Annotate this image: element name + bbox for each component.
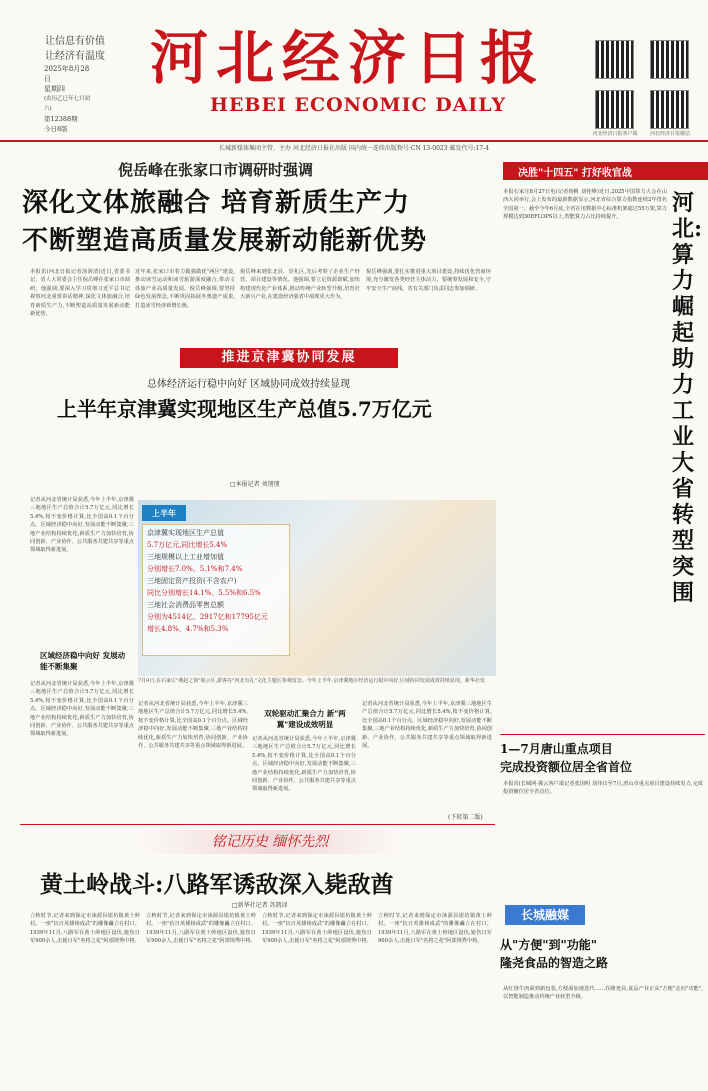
newspaper-title: 河北经济日报 (150, 24, 547, 92)
lead-column-2: 近年来,张家口市着力做强做优"两区"建设,推动冰雪运动和冰雪旅游深度融合,带动文体旅产业高质量发展。倪岳峰强调,要坚持绿色发展理念,不断巩固拓展冬奥遗产成果,打造冰雪经济新增长极。 (135, 269, 235, 309)
stat-line: 三地规模以上工业增加值 (147, 553, 224, 561)
qr-code-wechat[interactable] (650, 40, 689, 79)
newspaper-title-en: HEBEI ECONOMIC DAILY (210, 94, 507, 116)
jjj-subhead-1: 区域经济稳中向好 发展动能不断集聚 (40, 651, 126, 671)
date-block (44, 64, 96, 132)
masthead-slogan (45, 34, 105, 64)
bottom-right-body: 从红烧牛肉面到新包装,方便面加速迭代……在隆尧县,食品产业正从"方便"走向"功能",以智能制造推动传统产业转型升级。 (503, 986, 703, 1001)
lead-headline-1[interactable]: 深化文体旅融合 培育新质生产力 (22, 188, 411, 218)
bottom-byline: □新华社记者 苏凯译 (232, 902, 288, 909)
stat-line: 分别为4514亿、2917亿和17795亿元 (147, 613, 268, 621)
jjj-body-5: 记者从河北省统计局获悉,今年上半年,京津冀三地地区生产总值合计5.7万亿元,同比增长5.4%,按不变价格计算,比全国高0.1个百分点。区域经济稳中向好,发展动能不断集聚,三地产业结构持续优化,新质生产力加快培育,协同创新、产业协作、公共服务共建共享等重点领域取得新进展。 (362, 701, 492, 750)
stat-line: 三地社会消费品零售总额 (147, 601, 224, 609)
right-divider (500, 734, 705, 735)
lead-headline-2[interactable]: 不断塑造高质量发展新动能新优势 (22, 226, 428, 256)
slogan-line-2: 让经济有温度 (45, 51, 105, 62)
stats-panel-label: 上半年 (142, 505, 186, 521)
lead-column-1: 本报讯(河北日报记者汤润清)近日,省委书记、省人大常委会主任倪岳峰在张家口市调研。他强调,要深入学习贯彻习近平总书记视察河北重要讲话精神,深化文体旅融合,培育新质生产力,不断塑造高质量发展新动能新优势。 (30, 269, 130, 318)
bottom-body-3: 立秋时节,记者来到保定市涞源县银坊镇黄土岭村。一座"抗日英雄杨成武"的雕像矗立在村口。1939年11月,八路军在黄土岭地区设伏,毙伤日军900余人,击毙日军"名将之花"阿部规秀中将。 (262, 913, 372, 945)
qr-label-app: 河北经济日报客户端 (592, 131, 638, 137)
right-section-label: 决胜"十四五" 打好收官战 (518, 168, 632, 179)
slogan-line-1: 让信息有价值 (45, 36, 105, 47)
jjj-body-2: 记者从河北省统计局获悉,今年上半年,京津冀三地地区生产总值合计5.7万亿元,同比增长5.4%,按不变价格计算,比全国高0.1个百分点。区域经济稳中向好,发展动能不断集聚,三地产业结构持续优化,新质生产力加快培育,协同创新、产业协作、公共服务共建共享等重点领域取得新进展。 (30, 681, 134, 738)
publication-info-bar: 长城新媒体集团主管、主办 河北经济日报社出版 国内统一连续出版物号:CN 13-0023 邮发代号:17-4 (0, 140, 708, 156)
bottom-body-2: 立秋时节,记者来到保定市涞源县银坊镇黄土岭村。一座"抗日英雄杨成武"的雕像矗立在村口。1939年11月,八路军在黄土岭地区设伏,毙伤日军900余人,击毙日军"名将之花"阿部规秀中将。 (146, 913, 256, 945)
stat-line: 京津冀实现地区生产总值 (147, 529, 224, 537)
bottom-divider (20, 824, 495, 825)
jjj-subhead-2: 双轮驱动汇聚合力 新"两翼"建设成效明显 (264, 709, 346, 729)
brand-badge: 长城融媒 (505, 905, 585, 925)
bottom-headline[interactable]: 黄土岭战斗:八路军诱敌深入毙敌酋 (40, 871, 394, 898)
jjj-continued: (下转第二版) (448, 814, 483, 821)
right-body-2: 本报讯(长城网·冀云客户端记者张国明 刘伟)1至7月,唐山市重点项目建设持续发力,完成投资额位居全省首位。 (503, 781, 703, 796)
qr-code-app-2[interactable] (595, 90, 634, 129)
jjj-body-3: 记者从河北省统计局获悉,今年上半年,京津冀三地地区生产总值合计5.7万亿元,同比增长5.4%,按不变价格计算,比全国高0.1个百分点。区域经济稳中向好,发展动能不断集聚,三地产业结构持续优化,新质生产力加快培育,协同创新、产业协作、公共服务共建共享等重点领域取得新进展。 (138, 701, 248, 750)
issue-lunar: (农历乙巳年七月初六) (44, 96, 91, 112)
lead-kicker[interactable]: 倪岳峰在张家口市调研时强调 (118, 161, 314, 179)
issue-date: 2025年8月28日 (44, 65, 90, 83)
qr-code-app[interactable] (595, 40, 634, 79)
section-band: 推进京津冀协同发展 (180, 348, 398, 368)
bottom-body-1: 立秋时节,记者来到保定市涞源县银坊镇黄土岭村。一座"抗日英雄杨成武"的雕像矗立在村口。1939年11月,八路军在黄土岭地区设伏,毙伤日军900余人,击毙日军"名将之花"阿部规秀中将。 (30, 913, 140, 945)
photo-caption: 7月9日,在石家庄"燕赵之窗"展示区,游客在"河北有礼"文化主题区参观留念。今年上半年,京津冀地区经济运行稳中向好,区域协同发展成效持续显现。新华社发 (138, 678, 485, 684)
stat-line: 分别增长7.0%、5.1%和7.4% (147, 565, 243, 573)
qr-code-wechat-2[interactable] (650, 90, 689, 129)
jjj-subtitle: 总体经济运行稳中向好 区域协同成效持续显现 (147, 379, 351, 390)
right-vertical-headline[interactable]: 河北:算力崛起助力工业大省转型突围 (672, 190, 703, 606)
bottom-right-headline[interactable]: 从"方便"到"功能" 隆尧食品的智造之路 (500, 938, 609, 970)
brush-section-title: 铭记历史 缅怀先烈 (140, 830, 400, 854)
qr-label-wechat: 河北经济日报微信 (649, 131, 690, 137)
right-body-1: 本报石家庄8月27日电(记者杨帆 刘桂峰)近日,2025中国算力大会在山西大同举行,会上发布的最新数据显示,河北省综合算力指数连续2年排名全国第一。截至今年6月底,全省在用数据中心标准机架超过55万架,算力规模达到30EFLOPS以上,智能算力占比持续提升。 (503, 189, 667, 221)
stat-line: 增长4.8%、4.7%和5.3% (147, 625, 229, 633)
issue-pages: 今日8版 (44, 125, 68, 133)
issue-weekday: 星期四 (44, 85, 65, 93)
issue-number: 第12388期 (44, 115, 78, 123)
stats-panel (142, 524, 290, 656)
lead-column-4: 倪岳峰强调,要扎实推进重大项目建设,持续优化营商环境,充分激发各类经营主体活力。要统筹发展和安全,守牢安全生产底线。省有关部门负责同志参加调研。 (366, 269, 491, 292)
stat-line: 同比分别增长14.1%、5.5%和6.5% (147, 589, 261, 597)
lead-column-3: 倪岳峰来到张北县、崇礼区,先后考察了企业生产经营、项目建设等情况。他强调,要立足资源禀赋,加快构建现代化产业体系,推动传统产业转型升级,培育壮大新兴产业,在建设经济强省中展现更大作为。 (240, 269, 360, 301)
jjj-headline[interactable]: 上半年京津冀实现地区生产总值5.7万亿元 (57, 397, 432, 421)
jjj-body-1: 记者从河北省统计局获悉,今年上半年,京津冀三地地区生产总值合计5.7万亿元,同比增长5.4%,按不变价格计算,比全国高0.1个百分点。区域经济稳中向好,发展动能不断集聚,三地产业结构持续优化,新质生产力加快培育,协同创新、产业协作、公共服务共建共享等重点领域取得新进展。 (30, 497, 134, 554)
stat-line: 5.7万亿元,同比增长5.4% (147, 541, 228, 549)
bottom-body-4: 立秋时节,记者来到保定市涞源县银坊镇黄土岭村。一座"抗日英雄杨成武"的雕像矗立在村口。1939年11月,八路军在黄土岭地区设伏,毙伤日军900余人,击毙日军"名将之花"阿部规秀中将。 (378, 913, 492, 945)
stat-line: 三地固定资产投资(不含农户) (147, 577, 237, 585)
jjj-byline: □本报记者 刘朋朋 (230, 481, 280, 488)
right-headline-2[interactable]: 1—7月唐山重点项目 完成投资额位居全省首位 (500, 742, 633, 774)
jjj-body-4: 记者从河北省统计局获悉,今年上半年,京津冀三地地区生产总值合计5.7万亿元,同比增长5.4%,按不变价格计算,比全国高0.1个百分点。区域经济稳中向好,发展动能不断集聚,三地产业结构持续优化,新质生产力加快培育,协同创新、产业协作、公共服务共建共享等重点领域取得新进展。 (252, 736, 356, 793)
